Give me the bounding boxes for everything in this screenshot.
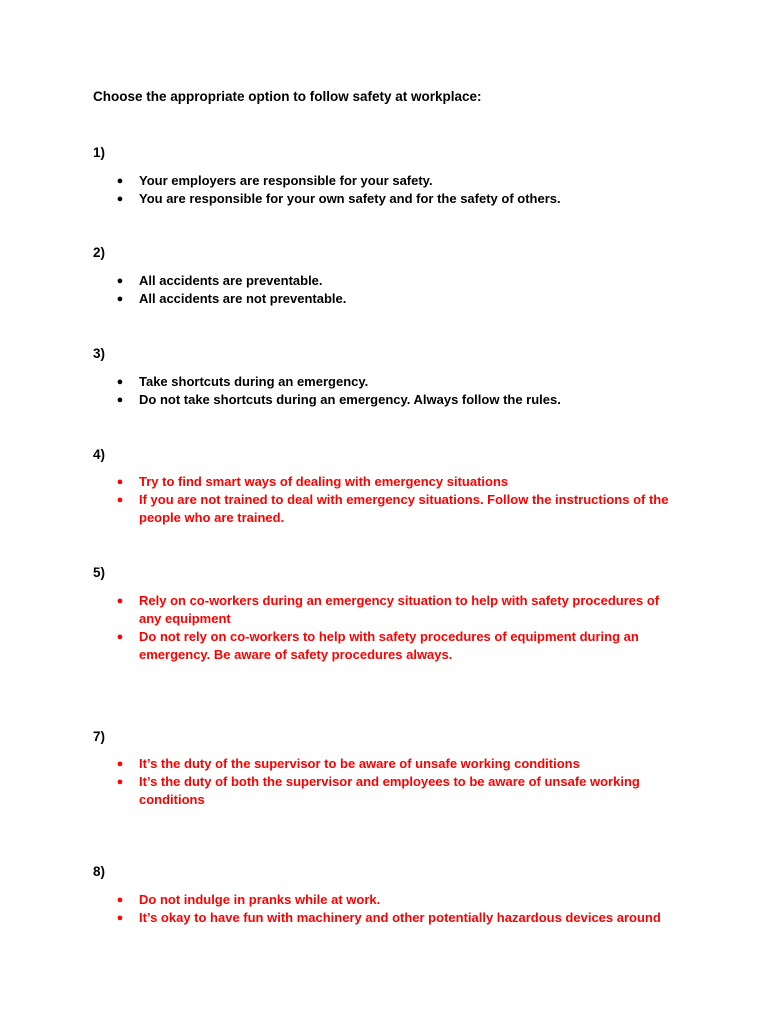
bullet-icon: ●: [116, 193, 124, 205]
question-options-8: [116, 891, 679, 927]
option-text: Do not indulge in pranks while at work.: [139, 892, 381, 907]
bullet-icon: ●: [116, 912, 124, 924]
question-options-5: [116, 592, 679, 664]
bullet-icon: ●: [116, 175, 124, 187]
bullet-icon: ●: [116, 275, 124, 287]
option-7b: [116, 773, 679, 809]
option-1a: [116, 172, 679, 190]
option-2b: [116, 290, 679, 308]
page-title: Choose the appropriate option to follow safety at workplace:: [93, 89, 482, 104]
option-3b: [116, 391, 679, 409]
option-text: Do not take shortcuts during an emergency. Always follow the rules.: [139, 392, 561, 407]
option-text: Take shortcuts during an emergency.: [139, 374, 369, 389]
question-options-2: [116, 272, 679, 308]
option-5b: [116, 628, 679, 664]
option-text: Your employers are responsible for your safety.: [139, 173, 433, 188]
bullet-icon: ●: [116, 293, 124, 305]
bullet-icon: ●: [116, 595, 124, 607]
option-text: You are responsible for your own safety and for the safety of others.: [139, 191, 561, 206]
bullet-icon: ●: [116, 631, 124, 643]
question-options-1: [116, 172, 679, 208]
question-number-8: 8): [93, 864, 106, 879]
option-text: Try to find smart ways of dealing with emergency situations: [139, 474, 509, 489]
question-options-4: [116, 473, 679, 527]
option-text: Do not rely on co-workers to help with safety procedures of equipment during an emergency. Be aware of safety procedures always.: [139, 629, 639, 662]
bullet-icon: ●: [116, 394, 124, 406]
bullet-icon: ●: [116, 494, 124, 506]
option-text: It’s okay to have fun with machinery and other potentially hazardous devices around: [139, 910, 661, 925]
bullet-icon: ●: [116, 894, 124, 906]
option-text: All accidents are preventable.: [139, 273, 323, 288]
option-2a: [116, 272, 679, 290]
bullet-icon: ●: [116, 776, 124, 788]
option-text: If you are not trained to deal with emergency situations. Follow the instructions of the people who are trained.: [139, 492, 669, 525]
option-text: It’s the duty of both the supervisor and employees to be aware of unsafe working conditions: [139, 774, 640, 807]
option-4b: [116, 491, 679, 527]
question-number-1: 1): [93, 145, 106, 160]
question-number-4: 4): [93, 447, 106, 462]
option-text: Rely on co-workers during an emergency situation to help with safety procedures of any equipment: [139, 593, 660, 626]
bullet-icon: ●: [116, 476, 124, 488]
option-7a: [116, 755, 679, 773]
question-number-3: 3): [93, 346, 106, 361]
question-options-7: [116, 755, 679, 809]
option-text: It’s the duty of the supervisor to be aware of unsafe working conditions: [139, 756, 580, 771]
question-options-3: [116, 373, 679, 409]
option-8a: [116, 891, 679, 909]
option-4a: [116, 473, 679, 491]
option-5a: [116, 592, 679, 628]
question-number-7: 7): [93, 729, 106, 744]
option-1b: [116, 190, 679, 208]
option-3a: [116, 373, 679, 391]
option-text: All accidents are not preventable.: [139, 291, 347, 306]
question-number-2: 2): [93, 245, 106, 260]
bullet-icon: ●: [116, 758, 124, 770]
bullet-icon: ●: [116, 376, 124, 388]
question-number-5: 5): [93, 565, 106, 580]
option-8b: [116, 909, 679, 927]
